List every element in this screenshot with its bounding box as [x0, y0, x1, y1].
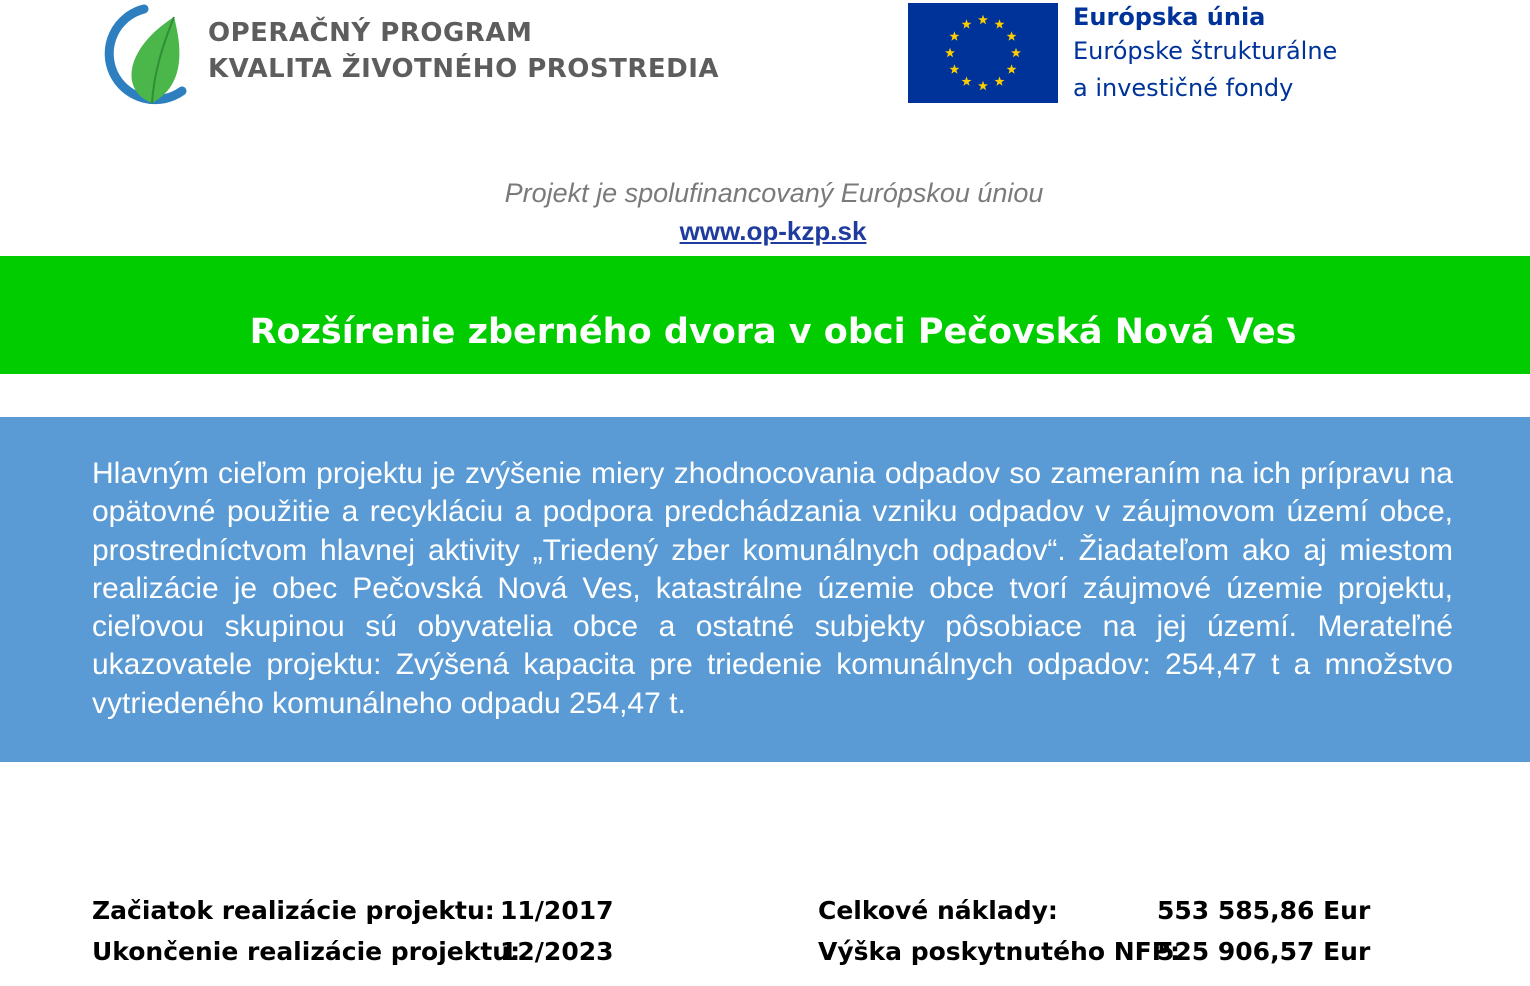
website-link[interactable]: www.op-kzp.sk: [679, 216, 867, 246]
eu-funds-line1: Európske štrukturálne: [1073, 37, 1338, 65]
eu-flag-icon: [908, 3, 1058, 103]
cofinanced-note: Projekt je spolufinancovaný Európskou úniou: [504, 178, 1044, 208]
project-title: Rozšírenie zberného dvora v obci Pečovská Nová Ves: [249, 312, 1297, 352]
end-date-label: Ukončenie realizácie projektu:: [92, 937, 521, 966]
end-date-value: 12/2023: [500, 937, 614, 966]
total-cost-label: Celkové náklady:: [818, 896, 1058, 925]
eu-name: Európska únia: [1073, 3, 1266, 31]
program-name-line2: KVALITA ŽIVOTNÉHO PROSTREDIA: [208, 54, 720, 84]
op-kzp-logo-icon: [92, 3, 188, 107]
program-name-line1: OPERAČNÝ PROGRAM: [208, 18, 533, 48]
nfp-amount-value: 525 906,57 Eur: [1157, 937, 1371, 966]
eu-funds-line2: a investičné fondy: [1073, 74, 1294, 102]
start-date-label: Začiatok realizácie projektu:: [92, 896, 495, 925]
nfp-amount-label: Výška poskytnutého NFP:: [818, 937, 1181, 966]
project-description: Hlavným cieľom projektu je zvýšenie miery zhodnocovania odpadov so zameraním na ich prípravu na opätovné použitie a recykláciu a podpora predchádzania vzniku odpadov v záujmovom území obce, prostredníctvom hlavnej aktivity „Triedený zber komunálnych odpadov“. Žiadateľom ako aj miestom realizácie je obec Pečovská Nová Ves, katastrálne územie obce tvorí záujmové územie projektu, cieľovou skupinou sú obyvatelia obce a ostatné subjekty pôsobiace na jej území. Merateľné ukazovatele projektu: Zvýšená kapacita pre triedenie komunálnych odpadov: 254,47 t a množstvo vytriedeného komunálneho odpadu 254,47 t.: [92, 457, 1453, 720]
total-cost-value: 553 585,86 Eur: [1157, 896, 1371, 925]
start-date-value: 11/2017: [500, 896, 614, 925]
